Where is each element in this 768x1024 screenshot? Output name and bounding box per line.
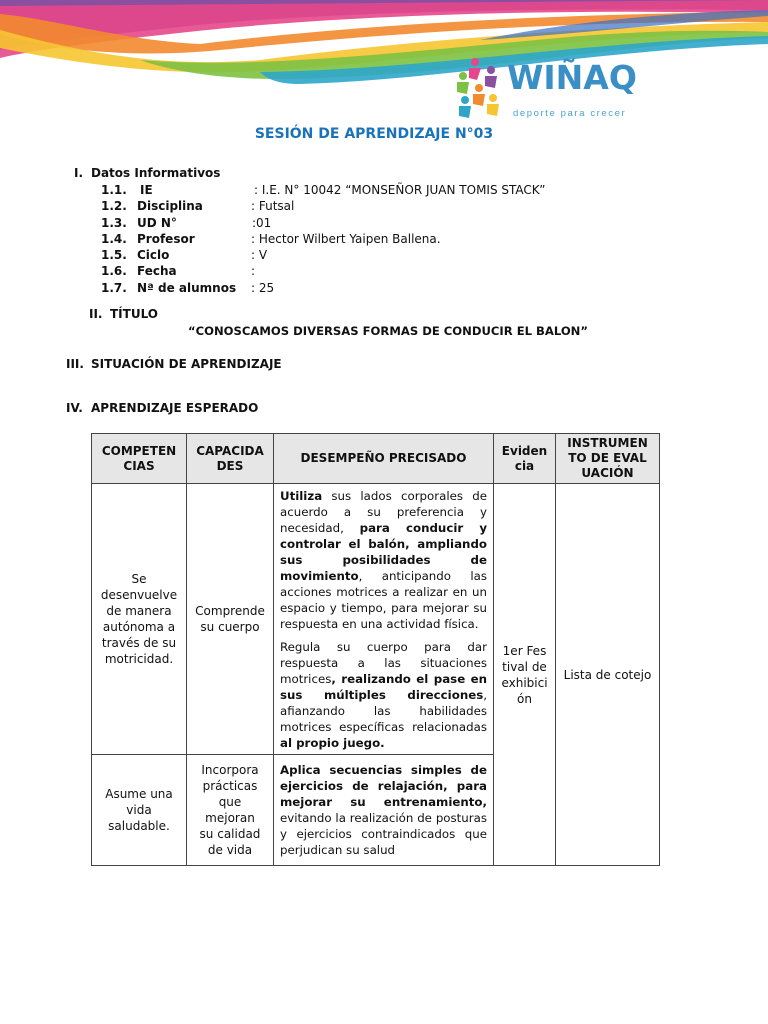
item-num: 1.4. <box>101 232 127 246</box>
desempeno-cell <box>274 484 494 755</box>
section3-num: III. <box>66 357 84 371</box>
item-value: : I.E. N° 10042 “MONSEÑOR JUAN TOMIS STACK” <box>254 183 546 197</box>
session-title: SESIÓN DE APRENDIZAJE N°03 <box>254 126 494 142</box>
competencia-cell: Se desenvuelve de manera autónoma a través de su motricidad. <box>92 484 187 755</box>
logo-wordmark: WIÑAQ <box>507 58 637 97</box>
section3-heading: SITUACIÓN DE APRENDIZAJE <box>91 357 282 371</box>
desempeno-cell <box>274 755 494 866</box>
logo-tagline: deporte para crecer <box>513 108 627 119</box>
section2-heading: TÍTULO <box>110 307 158 321</box>
capacidad-cell: Incorpora prácticas que mejoran su calidad de vida <box>187 755 274 866</box>
item-label: Fecha <box>137 264 177 278</box>
learning-table <box>91 433 660 866</box>
table-row <box>92 484 660 755</box>
item-num: 1.2. <box>101 199 127 213</box>
evidencia-cell: 1er Festival de exhibición <box>494 484 556 866</box>
instrumento-cell: Lista de cotejo <box>556 484 660 866</box>
competencia-cell: Asume una vida saludable. <box>92 755 187 866</box>
item-num: 1.6. <box>101 264 127 278</box>
winaq-logo <box>455 56 655 122</box>
header-instrumento: INSTRUMENTO DE EVALUACIÓN <box>556 434 660 484</box>
capacidad-cell: Comprende su cuerpo <box>187 484 274 755</box>
section1-num: I. <box>74 166 84 180</box>
header-capacidades: CAPACIDADES <box>187 434 274 484</box>
item-num: 1.1. <box>101 183 127 197</box>
table-header-row <box>92 434 660 484</box>
athletes-icon <box>455 56 507 122</box>
item-value: : 25 <box>251 281 275 295</box>
item-label: Ciclo <box>137 248 170 262</box>
header-desempeno: DESEMPEÑO PRECISADO <box>274 434 494 484</box>
desempeno-paragraph: Utiliza sus lados corporales de acuerdo a su preferencia y necesidad, para conducir y controlar el balón, ampliando sus posibilidades de movimiento, anticipando las acciones motrices a realizar en un espacio y tiempo, para mejorar su respuesta en una actividad física. <box>280 488 488 631</box>
item-label: Disciplina <box>137 199 203 213</box>
item-num: 1.3. <box>101 216 127 230</box>
item-num: 1.7. <box>101 281 127 295</box>
header-competencias: COMPETENCIAS <box>92 434 187 484</box>
item-label: UD N° <box>137 216 177 230</box>
item-value: : <box>251 264 256 278</box>
item-value: : Futsal <box>251 199 295 213</box>
item-label: IE <box>140 183 153 197</box>
item-value: : V <box>251 248 268 262</box>
lesson-title: “CONOSCAMOS DIVERSAS FORMAS DE CONDUCIR EL BALON” <box>188 324 588 338</box>
item-label: Profesor <box>137 232 195 246</box>
item-num: 1.5. <box>101 248 127 262</box>
item-label: Nª de alumnos <box>137 281 237 295</box>
section1-heading: Datos Informativos <box>91 166 221 180</box>
item-value: : Hector Wilbert Yaipen Ballena. <box>251 232 441 246</box>
header-evidencia: Evidencia <box>494 434 556 484</box>
desempeno-paragraph: Regula su cuerpo para dar respuesta a las situaciones motrices, realizando el pase en sus múltiples direcciones, afianzando las habilidades motrices específicas relacionadas al propio juego. <box>280 639 487 750</box>
section4-heading: APRENDIZAJE ESPERADO <box>91 401 259 415</box>
section2-num: II. <box>89 307 103 321</box>
section4-num: IV. <box>66 401 83 415</box>
item-value: :01 <box>252 216 272 230</box>
desempeno-paragraph: Aplica secuencias simples de ejercicios de relajación, para mejorar su entrenamiento, evitando la realización de posturas y ejercicios contraindicados que perjudican su salud <box>280 763 487 857</box>
